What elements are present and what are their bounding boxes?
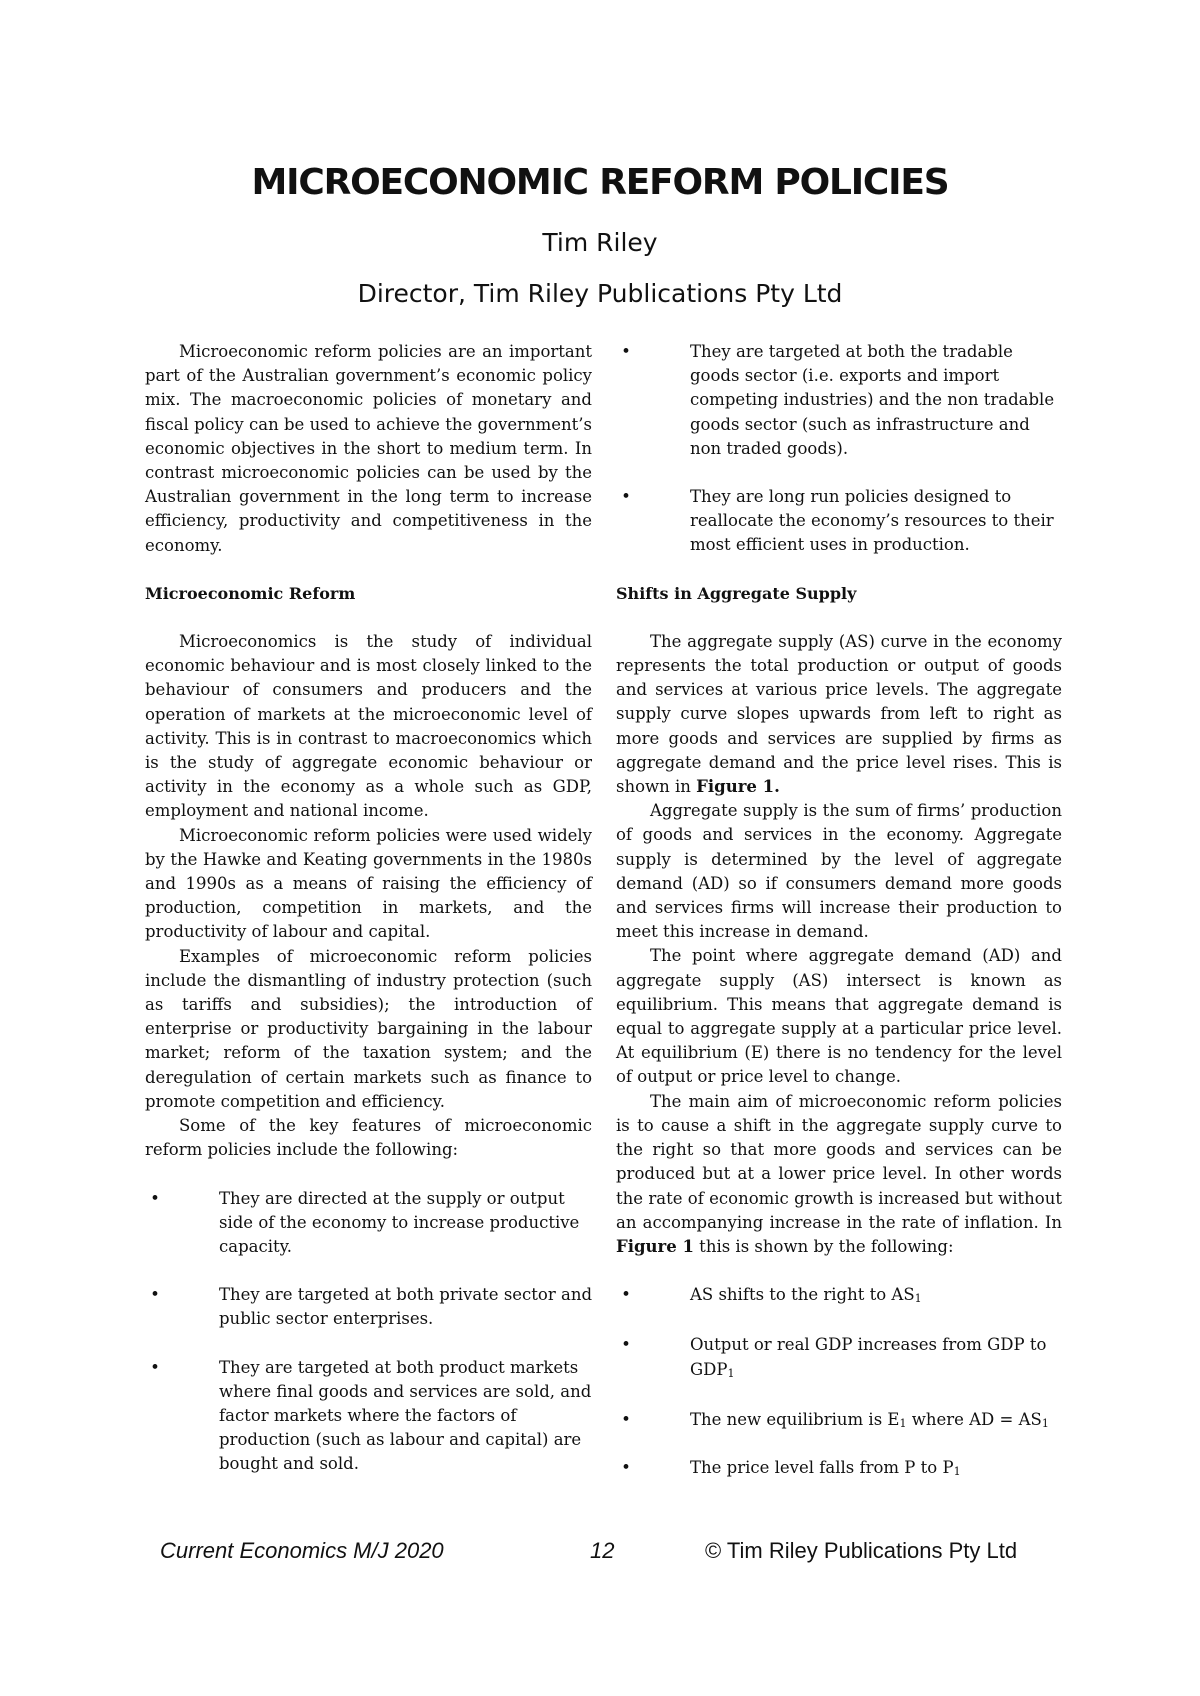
bullet-icon: •: [150, 1357, 160, 1377]
list-item: [616, 1408, 1062, 1436]
paragraph-text: The aggregate supply (AS) curve in the economy represents the total production or output of goods and services at various price levels. The aggregate supply curve slopes upwards from left to right as more goods and services are supplied by firms as aggregate demand and the price level rises. This is shown in: [616, 631, 1062, 797]
paragraph: Aggregate supply is the sum of firms’ production of goods and services in the economy. Aggregate supply is determined by the level of aggregate demand (AD) so if consumers demand more goods and services firms will increase their production to meet this increase in demand.: [616, 801, 1062, 942]
bullet-icon: •: [150, 1188, 160, 1208]
figure-reference: Figure 1.: [696, 777, 780, 797]
page-footer: [0, 1538, 1200, 1570]
bullet-icon: •: [621, 1409, 631, 1429]
bullet-icon: •: [621, 1335, 631, 1355]
list-item: [145, 1283, 592, 1331]
list-item: [616, 1283, 1062, 1311]
paragraph: Examples of microeconomic reform policies include the dismantling of industry protection (such as tariffs and subsidies); the introduction of enterprise or productivity bargaining in the labour market; reform of the taxation system; and the deregulation of certain markets such as finance to promote competition and efficiency.: [145, 946, 592, 1111]
paragraph-text: The main aim of microeconomic reform policies is to cause a shift in the aggregate supply curve to the right so that more goods and services can be produced but at a lower price level. In other words the rate of economic growth is increased but without an accompanying increase in the rate of inflation. In: [616, 1091, 1062, 1232]
feature-list: [145, 1187, 592, 1477]
paragraph: Some of the key features of microeconomic reform policies include the following:: [145, 1116, 592, 1160]
bullet-icon: •: [621, 1285, 631, 1305]
feature-list-continued: [616, 340, 1062, 558]
list-item: [616, 340, 1062, 461]
author-affiliation: Director, Tim Riley Publications Pty Ltd: [357, 279, 843, 308]
list-item: [616, 1333, 1062, 1385]
paragraph: The point where aggregate demand (AD) and aggregate supply (AS) intersect is known as equilibrium. This means that aggregate demand is equal to aggregate supply at a particular price level. At equilibrium (E) there is no tendency for the level of output or price level to change.: [616, 946, 1062, 1087]
author-name: Tim Riley: [542, 228, 658, 257]
intro-paragraph: Microeconomic reform policies are an important part of the Australian government’s economic policy mix. The macroeconomic policies of monetary and fiscal policy can be used to achieve the government’s economic objectives in the short to medium term. In contrast microeconomic policies can be used by the Australian government in the long term to increase efficiency, productivity and competitiveness in the economy.: [145, 342, 592, 555]
section-heading-shifts-in-aggregate-supply: Shifts in Aggregate Supply: [616, 583, 857, 603]
list-item-text: They are long run policies designed to reallocate the economy’s resources to their most efficient uses in production.: [690, 487, 1054, 555]
list-item-text: They are targeted at both private sector and public sector enterprises.: [219, 1285, 593, 1329]
section-heading-microeconomic-reform: Microeconomic Reform: [145, 583, 356, 603]
paragraph: [616, 1090, 1062, 1259]
paragraph-text: this is shown by the following:: [693, 1236, 954, 1256]
list-item-text: Output or real GDP increases from GDP to $GDP_1$: [690, 1335, 1047, 1380]
list-item: [145, 1187, 592, 1260]
paragraph: Microeconomics is the study of individual economic behaviour and is most closely linked to the behaviour of consumers and producers and the operation of markets at the microeconomic level of activity. This is in contrast to macroeconomics which is the study of aggregate economic behaviour or activity in the economy as a whole such as GDP, employment and national income.: [145, 632, 592, 821]
page-title: MICROECONOMIC REFORM POLICIES: [251, 162, 949, 203]
list-item: [616, 1456, 1062, 1484]
right-column: [616, 340, 1062, 1484]
list-item-text: AS shifts to the right to $AS_1$: [690, 1285, 922, 1306]
bullet-icon: •: [150, 1285, 160, 1305]
list-item: [145, 1356, 592, 1477]
paragraph: [616, 630, 1062, 799]
list-item-text: They are targeted at both product markets where final goods and services are sold, and factor markets where the factors of production (such as labour and capital) are bought and sold.: [219, 1357, 592, 1474]
list-item-text: They are directed at the supply or output side of the economy to increase productive capacity.: [219, 1188, 580, 1256]
list-item-text: They are targeted at both the tradable goods sector (i.e. exports and import competing industries) and the non tradable goods sector (such as infrastructure and non traded goods).: [690, 342, 1055, 458]
bullet-icon: •: [621, 487, 631, 507]
list-item: [616, 485, 1062, 558]
bullet-icon: •: [621, 342, 631, 361]
bullet-icon: •: [621, 1457, 631, 1477]
list-item-text: The price level falls from P to $P_1$: [690, 1457, 961, 1478]
paragraph: Microeconomic reform policies were used widely by the Hawke and Keating governments in the 1980s and 1990s as a means of raising the efficiency of production, competition in markets, and the productivity of labour and capital.: [145, 825, 592, 942]
figure-reference: Figure 1: [616, 1236, 694, 1256]
page-number: 12: [590, 1538, 615, 1563]
left-column: [145, 340, 592, 1477]
list-item-text: The new equilibrium is $E_1$ where AD = $AS_1$: [690, 1409, 1049, 1430]
publication-name: Current Economics M/J 2020: [160, 1538, 444, 1563]
shift-effects-list: [616, 1283, 1062, 1484]
copyright-notice: © Tim Riley Publications Pty Ltd: [705, 1538, 1018, 1563]
